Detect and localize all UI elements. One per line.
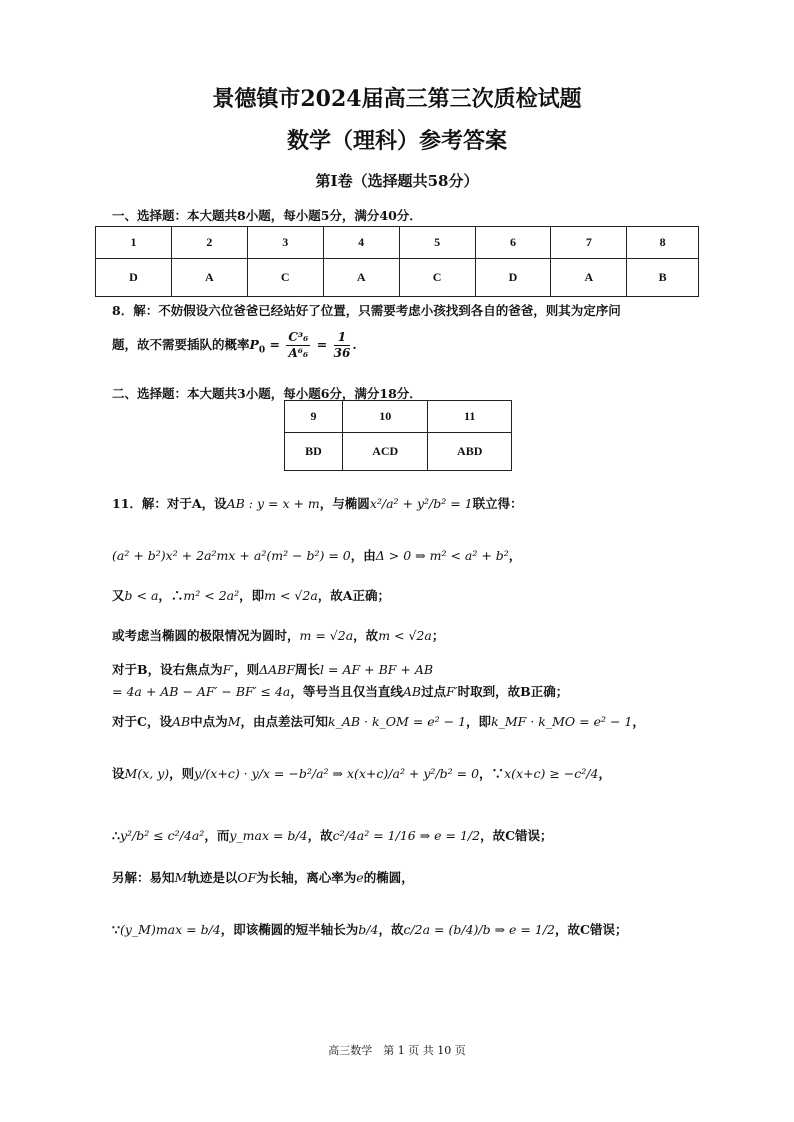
page-footer: 高三数学 第 1 页 共 10 页 — [328, 1044, 466, 1057]
text: ，由点差法可知 — [240, 714, 329, 729]
table-cell: ABD — [428, 433, 512, 471]
math: b/4 — [358, 922, 379, 937]
math: x²/a² + y²/b² = 1 — [369, 496, 473, 511]
math: M(x, y) — [124, 766, 170, 781]
q11-line7 — [112, 712, 645, 730]
table-cell: C — [399, 259, 475, 297]
text: 设 — [112, 766, 125, 781]
table-row — [285, 401, 512, 433]
section2-heading: 二、选择题：本大题共3小题，每小题6分，满分18分． — [112, 386, 422, 401]
text: ，等号当且仅当直线 — [290, 684, 403, 699]
table-cell: ACD — [342, 433, 427, 471]
text: ； — [431, 628, 445, 643]
table-cell: 11 — [428, 401, 512, 433]
text: 时取到，故B正确； — [457, 684, 569, 699]
text: 11．解：对于A，设 — [112, 496, 227, 511]
math: = 4a + AB − AF′ − BF′ ≤ 4a — [112, 684, 291, 699]
frac-den: A⁶₆ — [288, 346, 309, 360]
math: y_max = b/4 — [229, 828, 308, 843]
q11-line3 — [112, 586, 390, 604]
answer-table-1 — [95, 226, 699, 297]
math: m² < 2a² — [183, 588, 240, 603]
table-cell: 3 — [247, 227, 323, 259]
q8-prefix: 题，故不需要插队的概率 — [112, 337, 250, 352]
table-cell: D — [475, 259, 551, 297]
text: ，故 — [307, 828, 333, 843]
text: ，∴ — [158, 588, 184, 603]
math: M — [227, 714, 241, 729]
text: ，故 — [378, 922, 404, 937]
table-cell: D — [96, 259, 172, 297]
math: c²/4a² = 1/16 ⇒ e = 1/2 — [332, 828, 481, 843]
table-row — [96, 259, 699, 297]
table-cell: A — [171, 259, 247, 297]
text: ，则 — [234, 662, 260, 677]
section1-heading: 一、选择题：本大题共8小题，每小题5分，满分40分． — [112, 208, 422, 223]
math: m = √2a — [299, 628, 354, 643]
text: 轨迹是以 — [187, 870, 238, 885]
table-cell: 5 — [399, 227, 475, 259]
fraction-c-over-a — [286, 330, 310, 361]
table-cell: 9 — [285, 401, 343, 433]
q11-line4 — [112, 626, 444, 644]
math: k_AB · k_OM = e² − 1 — [328, 714, 467, 729]
table-cell: 10 — [342, 401, 427, 433]
q11-line2 — [112, 546, 521, 564]
table-row — [285, 433, 512, 471]
math: ΔABF — [259, 662, 296, 677]
table-cell: A — [551, 259, 627, 297]
text: ∴ — [112, 828, 120, 843]
table-cell: 2 — [171, 227, 247, 259]
q11-line10 — [112, 868, 414, 886]
math: m < √2a — [264, 588, 318, 603]
text: 又 — [112, 588, 125, 603]
text: ∵ — [112, 922, 120, 937]
math: AB — [402, 684, 422, 699]
math: AB : y = x + m — [226, 496, 320, 511]
document-subtitle: 数学（理科）参考答案 — [286, 128, 507, 154]
math: F′ — [222, 662, 235, 677]
math: e — [356, 870, 364, 885]
math: M — [174, 870, 188, 885]
table-cell: A — [323, 259, 399, 297]
table-cell: B — [627, 259, 699, 297]
answer-table-2 — [284, 400, 512, 471]
math: b < a — [124, 588, 159, 603]
frac-num: C³₆ — [288, 330, 309, 344]
table-cell: C — [247, 259, 323, 297]
q11-line1 — [112, 494, 523, 512]
document-title: 景德镇市2024届高三第三次质检试题 — [212, 86, 582, 112]
text: ，则 — [169, 766, 195, 781]
text: ， — [632, 714, 645, 729]
text: 为长轴，离心率为 — [256, 870, 357, 885]
table-cell: 1 — [96, 227, 172, 259]
text: ，故 — [353, 628, 379, 643]
math: k_MF · k_MO = e² − 1 — [491, 714, 633, 729]
text: ，即 — [466, 714, 492, 729]
text: ， — [598, 766, 611, 781]
math: y/(x+c) · y/x = −b²/a² ⇒ x(x+c)/a² + y²/b² = 0 — [194, 766, 480, 781]
text: 周长 — [295, 662, 321, 677]
text: 对于B，设右焦点为 — [112, 662, 223, 677]
text: ，与椭圆 — [319, 496, 370, 511]
math: (y_M)max = b/4 — [119, 922, 221, 937]
table-cell: 6 — [475, 227, 551, 259]
table-row — [96, 227, 699, 259]
q11-line11 — [112, 920, 627, 938]
text: ，故C错误； — [555, 922, 628, 937]
table-cell: 8 — [627, 227, 699, 259]
math: Δ > 0 ⇒ m² < a² + b² — [375, 548, 509, 563]
frac-num: 1 — [334, 330, 351, 346]
fraction-1-over-36 — [334, 330, 351, 361]
text: 对于C，设 — [112, 714, 172, 729]
math: m < √2a — [378, 628, 432, 643]
text: 过点 — [421, 684, 447, 699]
text: 或考虑当椭圆的极限情况为圆时， — [112, 628, 300, 643]
text: 中点为 — [190, 714, 228, 729]
text: ，即该椭圆的短半轴长为 — [220, 922, 359, 937]
table-cell: 4 — [323, 227, 399, 259]
text: ，∵ — [479, 766, 505, 781]
math: l = AF + BF + AB — [320, 662, 434, 677]
text: ，故C错误； — [480, 828, 553, 843]
text: ，而 — [204, 828, 230, 843]
text: ，即 — [239, 588, 265, 603]
q11-line9 — [112, 826, 553, 844]
part1-heading: 第I卷（选择题共58分） — [315, 172, 479, 190]
q8-line1: 8．解：不妨假设六位爸爸已经站好了位置，只需要考虑小孩找到各自的爸爸，则其为定序问 — [112, 303, 621, 318]
p0-symbol: P — [249, 337, 259, 352]
math: y²/b² ≤ c²/4a² — [119, 828, 205, 843]
math: F′ — [446, 684, 458, 699]
math: c/2a = (b/4)/b ⇒ e = 1/2 — [403, 922, 555, 937]
q11-line6 — [112, 682, 568, 700]
table-cell: 7 — [551, 227, 627, 259]
q8-line2: 题，故不需要插队的概率$P_0$ = $\frac{\text{C³₆}}{\text{A⁶₆}}$ = $\frac{1}{36}$ . — [112, 330, 357, 360]
table-cell: BD — [285, 433, 343, 471]
q8-end: . — [352, 337, 357, 352]
text: ， — [508, 548, 522, 563]
q11-line5 — [112, 660, 433, 678]
math: OF — [237, 870, 257, 885]
frac-den: 36 — [333, 346, 351, 360]
math: (a² + b²)x² + 2a²mx + a²(m² − b²) = 0 — [112, 548, 351, 563]
text: 的椭圆， — [363, 870, 414, 885]
text: 另解：易知 — [112, 870, 175, 885]
math: AB — [171, 714, 191, 729]
math: x(x+c) ≥ −c²/4 — [504, 766, 599, 781]
text: ，由 — [350, 548, 376, 563]
text: 联立得： — [472, 496, 523, 511]
p0-subscript: 0 — [258, 345, 266, 356]
q11-line8 — [112, 764, 611, 782]
text: ，故A正确； — [317, 588, 390, 603]
